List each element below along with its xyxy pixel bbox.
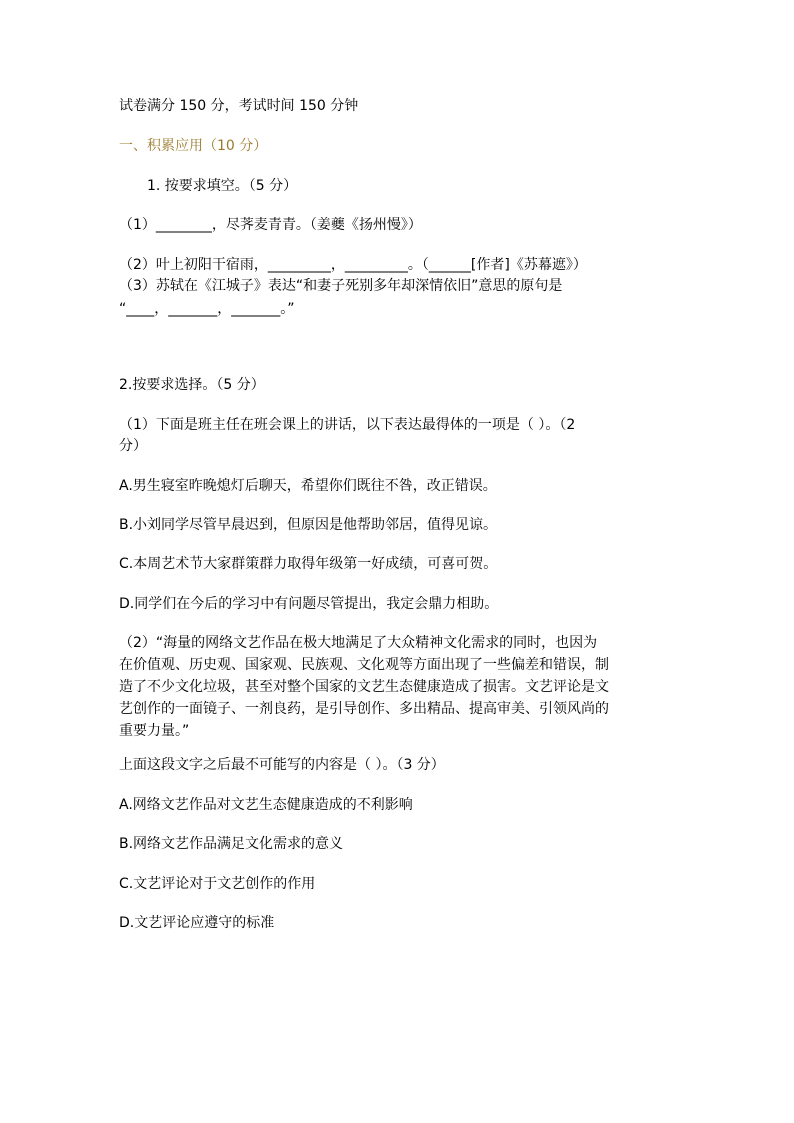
question-1-item-2: （2）叶上初阳干宿雨，_________，_________。（______[作者]《苏幕遮》）	[119, 257, 587, 273]
exam-info: 试卷满分 150 分，考试时间 150 分钟	[119, 98, 359, 114]
question-2-sub-1-stem-line-1: （1）下面是班主任在班会课上的讲话，以下表达最得体的一项是（ ）。（2	[119, 417, 576, 433]
option-c: C.文艺评论对于文艺创作的作用	[119, 876, 316, 892]
passage-line-2: 在价值观、历史观、国家观、民族观、文化观等方面出现了一些偏差和错误，制	[119, 657, 609, 673]
question-1-item-1: （1）________，尽荠麦青青。（姜夔《扬州慢》）	[119, 217, 422, 233]
passage-line-5: 重要力量。”	[119, 723, 190, 739]
option-d: D.文艺评论应遵守的标准	[119, 915, 275, 931]
option-b: B.小刘同学尽管早晨迟到，但原因是他帮助邻居，值得见谅。	[119, 517, 498, 533]
passage-line-1: （2）“海量的网络文艺作品在极大地满足了大众精神文化需求的同时，也因为	[119, 635, 598, 651]
question-2-sub-2-stem: 上面这段文字之后最不可能写的内容是（ ）。（3 分）	[119, 757, 445, 773]
option-d: D.同学们在今后的学习中有问题尽管提出，我定会鼎力相助。	[119, 596, 499, 612]
option-a: A.男生寝室昨晚熄灯后聊天，希望你们既往不咎，改正错误。	[119, 478, 497, 494]
question-2-sub-1-stem-line-2: 分）	[119, 438, 147, 454]
option-c: C.本周艺术节大家群策群力取得年级第一好成绩，可喜可贺。	[119, 556, 498, 572]
question-1-title: 1. 按要求填空。（5 分）	[147, 178, 298, 194]
passage-line-3: 造了不少文化垃圾，甚至对整个国家的文艺生态健康造成了损害。文艺评论是文	[119, 679, 609, 695]
option-a: A.网络文艺作品对文艺生态健康造成的不利影响	[119, 797, 413, 813]
question-1-item-3-line-2: “____，_______，_______。”	[119, 301, 295, 317]
question-1-item-3-line-1: （3）苏轼在《江城子》表达“和妻子死别多年却深情依旧”意思的原句是	[119, 278, 563, 294]
option-b: B.网络文艺作品满足文化需求的意义	[119, 836, 344, 852]
passage-line-4: 艺创作的一面镜子、一剂良药，是引导创作、多出精品、提高审美、引领风尚的	[119, 701, 609, 717]
section-heading: 一、积累应用（10 分）	[119, 138, 268, 154]
question-2-title: 2.按要求选择。（5 分）	[119, 377, 265, 393]
